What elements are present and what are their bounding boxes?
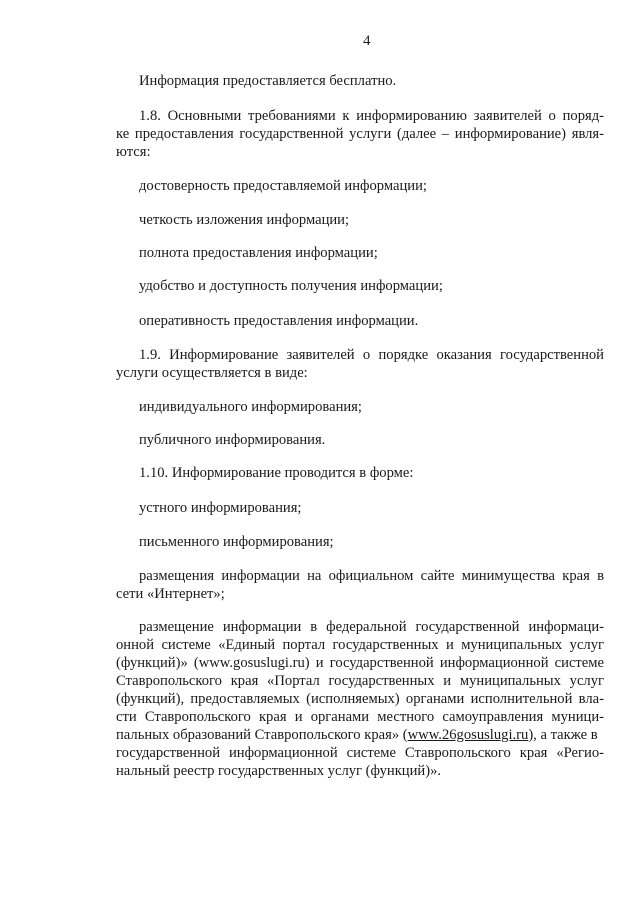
paragraph-federal-line-8: государственной информационной системе Ставропольского края «Регио- [116,745,604,761]
paragraph-1-9-line-2: услуги осуществляется в виде: [116,365,308,381]
informing-kind-item: индивидуального информирования; [139,399,362,415]
paragraph-federal-line-7-tail: ), а также в [528,727,598,743]
paragraph-federal-line-3: (функций)» (www.gosuslugi.ru) и государственной информационной системе [116,655,604,671]
informing-kind-item: публичного информирования. [139,432,326,448]
paragraph-1-8-line-1: 1.8. Основными требованиями к информированию заявителей о поряд- [139,108,604,124]
paragraph-federal-line-6: сти Ставропольского края и органами местного самоуправления муници- [116,709,604,725]
informing-form-item: устного информирования; [139,500,302,516]
paragraph-federal-line-4: Ставропольского края «Портал государственных и муниципальных услуг [116,673,604,689]
requirement-item: четкость изложения информации; [139,212,350,228]
paragraph-1-8-line-3: ются: [116,144,151,160]
paragraph-federal-line-7: пальных образований Ставропольского края» (www.26gosuslugi.ru), а также в [116,727,598,743]
paragraph-1-10: 1.10. Информирование проводится в форме: [139,465,414,481]
paragraph-1-9-line-1: 1.9. Информирование заявителей о порядке оказания государственной [139,347,604,363]
paragraph-federal-line-1: размещение информации в федеральной государственной информаци- [139,619,604,635]
requirement-item: оперативность предоставления информации. [139,313,419,329]
informing-form-item: письменного информирования; [139,534,334,550]
paragraph-1-8-line-2: ке предоставления государственной услуги (далее – информирование) явля- [116,126,604,142]
paragraph-free: Информация предоставляется бесплатно. [139,73,397,89]
paragraph-site-line-2: сети «Интернет»; [116,586,225,602]
page-number: 4 [363,33,371,49]
paragraph-federal-line-2: онной системе «Единый портал государственных и муниципальных услуг [116,637,604,653]
paragraph-federal-line-9: нальный реестр государственных услуг (функций)». [116,763,442,779]
requirement-item: удобство и доступность получения информации; [139,278,443,294]
paragraph-federal-line-5: (функций), предоставляемых (исполняемых) органами исполнительной вла- [116,691,604,707]
regional-portal-link[interactable]: www.26gosuslugi.ru [407,727,529,743]
paragraph-site-line-1: размещения информации на официальном сайте минимущества края в [139,568,604,584]
paragraph-federal-line-7-text: пальных образований Ставропольского края» [116,727,400,743]
requirement-item: полнота предоставления информации; [139,245,378,261]
requirement-item: достоверность предоставляемой информации; [139,178,427,194]
